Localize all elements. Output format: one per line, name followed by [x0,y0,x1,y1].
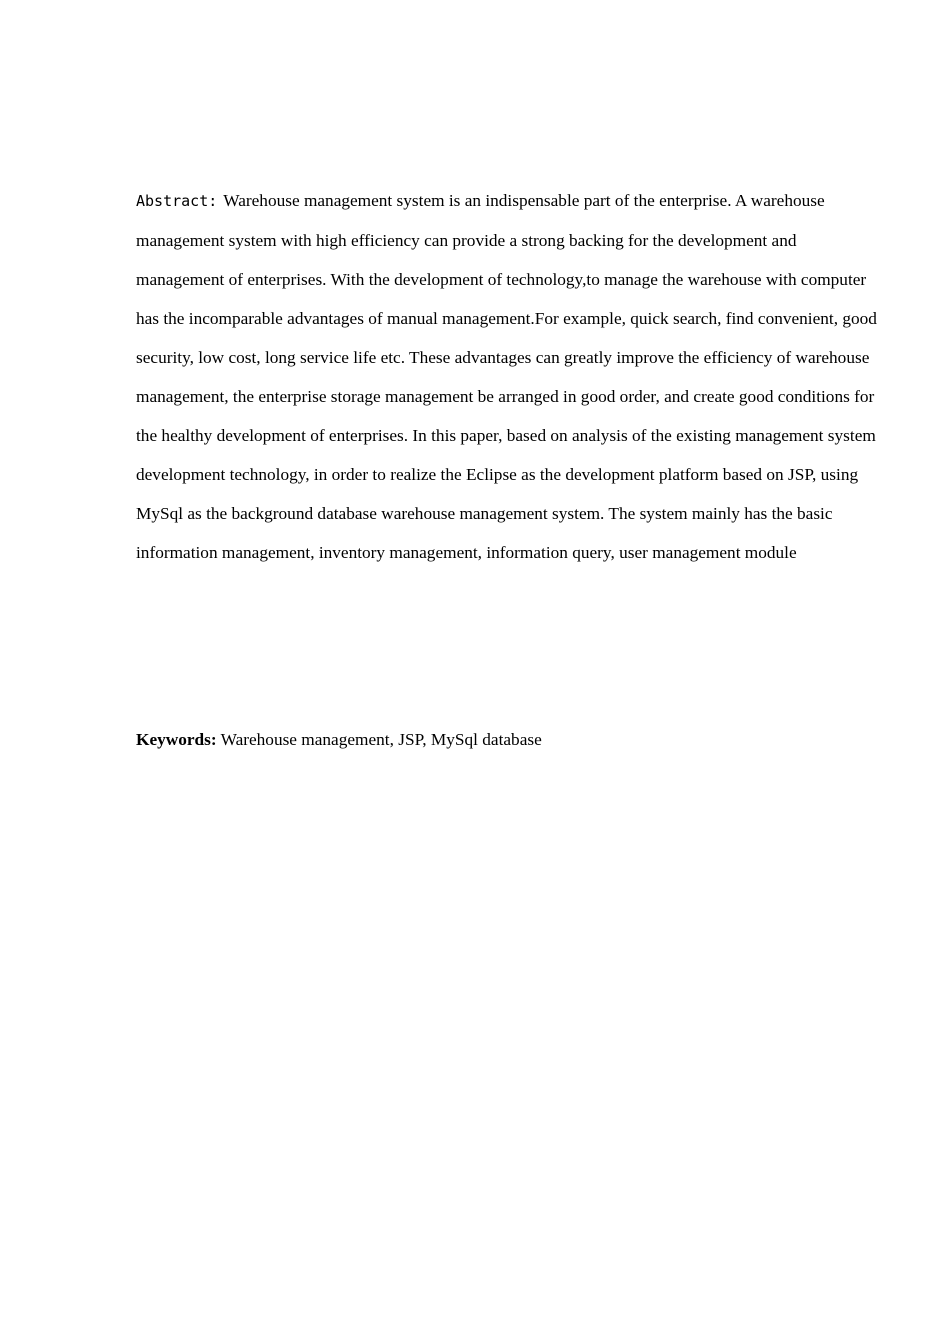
keywords-text: Warehouse management, JSP, MySql database [220,730,542,749]
abstract-paragraph [136,181,886,572]
keywords-label: Keywords: [136,730,217,749]
abstract-text: Warehouse management system is an indispensable part of the enterprise. A warehouse management system with high efficiency can provide a strong backing for the development and management of enterprises. With the development of technology,to manage the warehouse with computer has the incomparable advantages of manual management.For example, quick search, find convenient, good security, low cost, long service life etc. These advantages can greatly improve the efficiency of warehouse management, the enterprise storage management be arranged in good order, and create good conditions for the healthy development of enterprises. In this paper, based on analysis of the existing management system development technology, in order to realize the Eclipse as the development platform based on JSP, using MySql as the background database warehouse management system. The system mainly has the basic information management, inventory management, information query, user management module [136,191,877,562]
keywords-paragraph [136,720,886,759]
abstract-label: Abstract: [136,192,218,210]
